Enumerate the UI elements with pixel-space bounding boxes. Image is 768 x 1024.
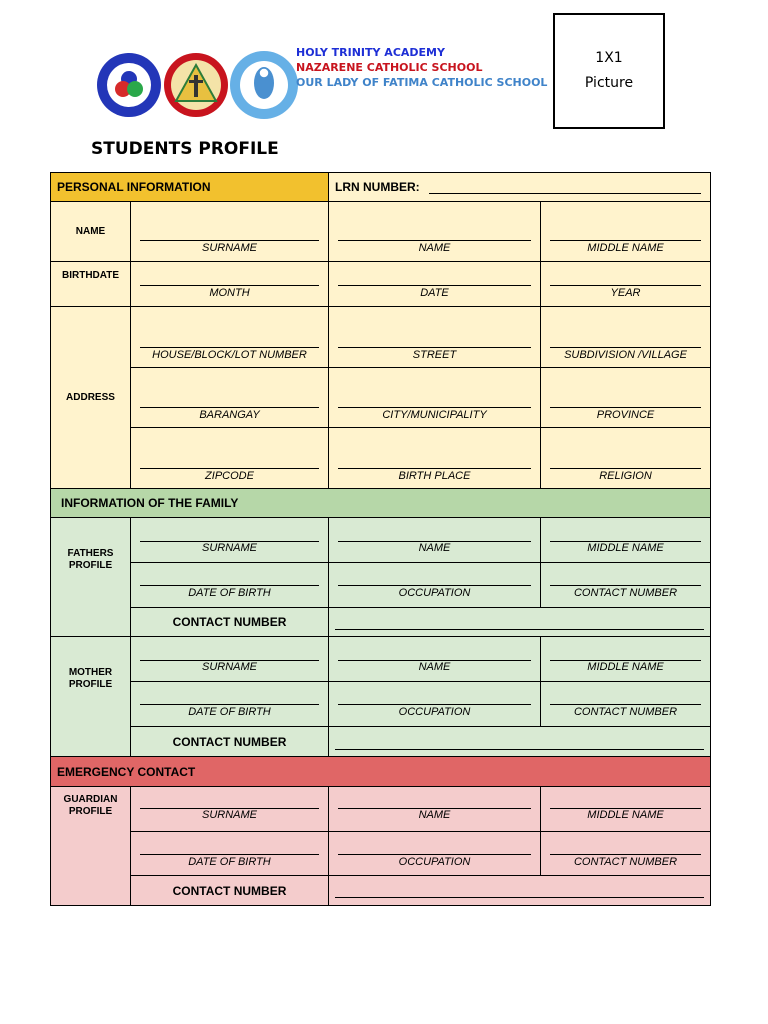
zipcode-field[interactable]: ZIPCODE [130,427,329,489]
mother-contact-field[interactable]: CONTACT NUMBER [540,681,711,727]
nazarene-seal-icon [164,53,228,117]
fathers-profile-label: FATHERS PROFILE [50,517,131,637]
birth-year-field[interactable]: YEAR [540,261,711,307]
street-field[interactable]: STREET [328,306,541,368]
guardian-name-field[interactable]: NAME [328,786,541,832]
guardian-surname-field[interactable]: SURNAME [130,786,329,832]
barangay-field[interactable]: BARANGAY [130,367,329,428]
mother-profile-label: MOTHER PROFILE [50,636,131,757]
father-name-field[interactable]: NAME [328,517,541,563]
mother-middle-name-field[interactable]: MIDDLE NAME [540,636,711,682]
guardian-contact-number-field[interactable] [328,875,711,906]
school-name-2: NAZARENE CATHOLIC SCHOOL [296,61,483,74]
mother-surname-field[interactable]: SURNAME [130,636,329,682]
emergency-contact-header: EMERGENCY CONTACT [50,756,711,787]
school-name-1: HOLY TRINITY ACADEMY [296,46,445,59]
guardian-dob-field[interactable]: DATE OF BIRTH [130,831,329,876]
birth-month-field[interactable]: MONTH [130,261,329,307]
lrn-label: LRN NUMBER: [335,180,420,194]
birthdate-label: BIRTHDATE [50,261,131,307]
surname-field[interactable]: SURNAME [130,201,329,262]
father-contact-number-field[interactable] [328,607,711,637]
birth-date-field[interactable]: DATE [328,261,541,307]
profile-form [50,172,711,906]
address-label: ADDRESS [50,306,131,489]
picture-box-label: Picture [584,75,634,91]
mother-occupation-field[interactable]: OCCUPATION [328,681,541,727]
first-name-field[interactable]: NAME [328,201,541,262]
guardian-profile-label: GUARDIAN PROFILE [50,786,131,906]
religion-field[interactable]: RELIGION [540,427,711,489]
family-info-header: INFORMATION OF THE FAMILY [50,488,711,518]
lrn-number-field[interactable] [328,172,711,202]
mother-contact-number-label: CONTACT NUMBER [130,726,329,757]
guardian-contact-number-label: CONTACT NUMBER [130,875,329,906]
province-field[interactable]: PROVINCE [540,367,711,428]
father-contact-number-label: CONTACT NUMBER [130,607,329,637]
school-names [296,45,547,90]
personal-info-header: PERSONAL INFORMATION [50,172,329,202]
father-middle-name-field[interactable]: MIDDLE NAME [540,517,711,563]
guardian-occupation-field[interactable]: OCCUPATION [328,831,541,876]
father-surname-field[interactable]: SURNAME [130,517,329,563]
picture-box-size: 1X1 [595,50,623,66]
city-field[interactable]: CITY/MUNICIPALITY [328,367,541,428]
school-logos [96,49,300,121]
mother-dob-field[interactable]: DATE OF BIRTH [130,681,329,727]
guardian-middle-name-field[interactable]: MIDDLE NAME [540,786,711,832]
school-name-3: OUR LADY OF FATIMA CATHOLIC SCHOOL [296,76,548,89]
guardian-contact-field[interactable]: CONTACT NUMBER [540,831,711,876]
father-dob-field[interactable]: DATE OF BIRTH [130,562,329,608]
middle-name-field[interactable]: MIDDLE NAME [540,201,711,262]
subdivision-field[interactable]: SUBDIVISION /VILLAGE [540,306,711,368]
name-label: NAME [50,201,131,262]
birth-place-field[interactable]: BIRTH PLACE [328,427,541,489]
house-number-field[interactable]: HOUSE/BLOCK/LOT NUMBER [130,306,329,368]
father-contact-field[interactable]: CONTACT NUMBER [540,562,711,608]
father-occupation-field[interactable]: OCCUPATION [328,562,541,608]
fatima-seal-icon [230,51,298,119]
holy-trinity-seal-icon [97,53,161,117]
lrn-line [429,193,701,194]
page-title: STUDENTS PROFILE [91,139,279,159]
mother-contact-number-field[interactable] [328,726,711,757]
picture-box [553,13,665,129]
mother-name-field[interactable]: NAME [328,636,541,682]
